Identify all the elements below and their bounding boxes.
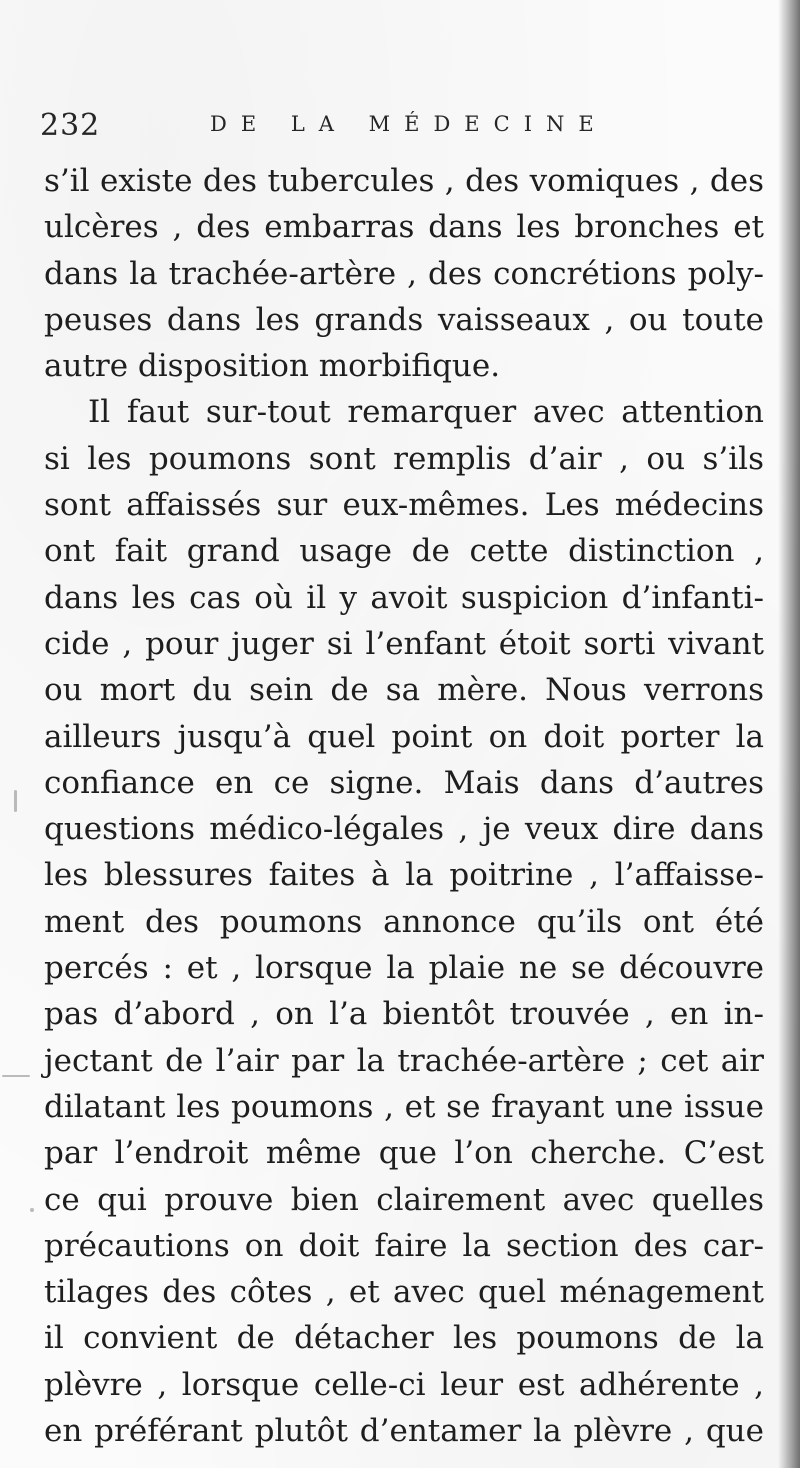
text-line: il convient de détacher les poumons de la [44,1320,764,1357]
text-line: cide , pour juger si l’enfant étoit sorti vivant [44,625,764,662]
text-line: dans la trachée-artère , des concrétions poly- [44,255,764,292]
paper-speck [30,1208,34,1212]
text-line: plèvre , lorsque celle-ci leur est adhérente , [44,1366,764,1403]
page-number: 232 [40,108,101,143]
body-text [44,158,764,1454]
text-line: si les poumons sont remplis d’air , ou s’ils [44,440,764,477]
text-line: ont fait grand usage de cette distinction , [44,533,764,570]
text-line: précautions on doit faire la section des car- [44,1227,764,1264]
text-line: dilatant les poumons , et se frayant une issue [44,1088,764,1125]
text-line: ulcères , des embarras dans les bronches et [44,209,764,246]
paper-speck [2,1075,30,1077]
text-line: pas d’abord , on l’a bientôt trouvée , en in- [44,996,764,1033]
text-line: dans les cas où il y avoit suspicion d’infanti- [44,579,764,616]
text-line: jectant de l’air par la trachée-artère ; cet air [44,1042,764,1079]
text-line: questions médico-légales , je veux dire dans [44,811,764,848]
text-line: peuses dans les grands vaisseaux , ou toute [44,301,764,338]
text-line: par l’endroit même que l’on cherche. C’est [44,1135,764,1172]
text-line: autre disposition morbifique. [44,348,501,385]
text-line: ce qui prouve bien clairement avec quelles [44,1181,764,1218]
text-line: tilages des côtes , et avec quel ménagement [44,1274,764,1311]
text-line: sont affaissés sur eux-mêmes. Les médecins [44,487,764,524]
paragraph-start-line: Il faut sur-tout remarquer avec attention [88,394,764,431]
paper-speck [756,498,762,501]
text-line: ment des poumons annonce qu’ils ont été [44,903,764,940]
text-line: confiance en ce signe. Mais dans d’autres [44,764,764,801]
text-line: ou mort du sein de sa mère. Nous verrons [44,672,764,709]
text-line: s’il existe des tubercules , des vomiques , des [44,163,764,199]
text-line: en préférant plutôt d’entamer la plèvre , que [44,1413,764,1450]
text-line: percés : et , lorsque la plaie ne se découvre [44,950,764,987]
paper-speck [14,790,17,812]
text-line: les blessures faites à la poitrine , l’affaisse- [44,857,764,894]
running-head: DE LA MÉDECINE [210,112,608,136]
page-edge-shadow [778,0,800,1468]
text-line: ailleurs jusqu’à quel point on doit porter la [44,718,764,755]
page-header [40,108,608,148]
